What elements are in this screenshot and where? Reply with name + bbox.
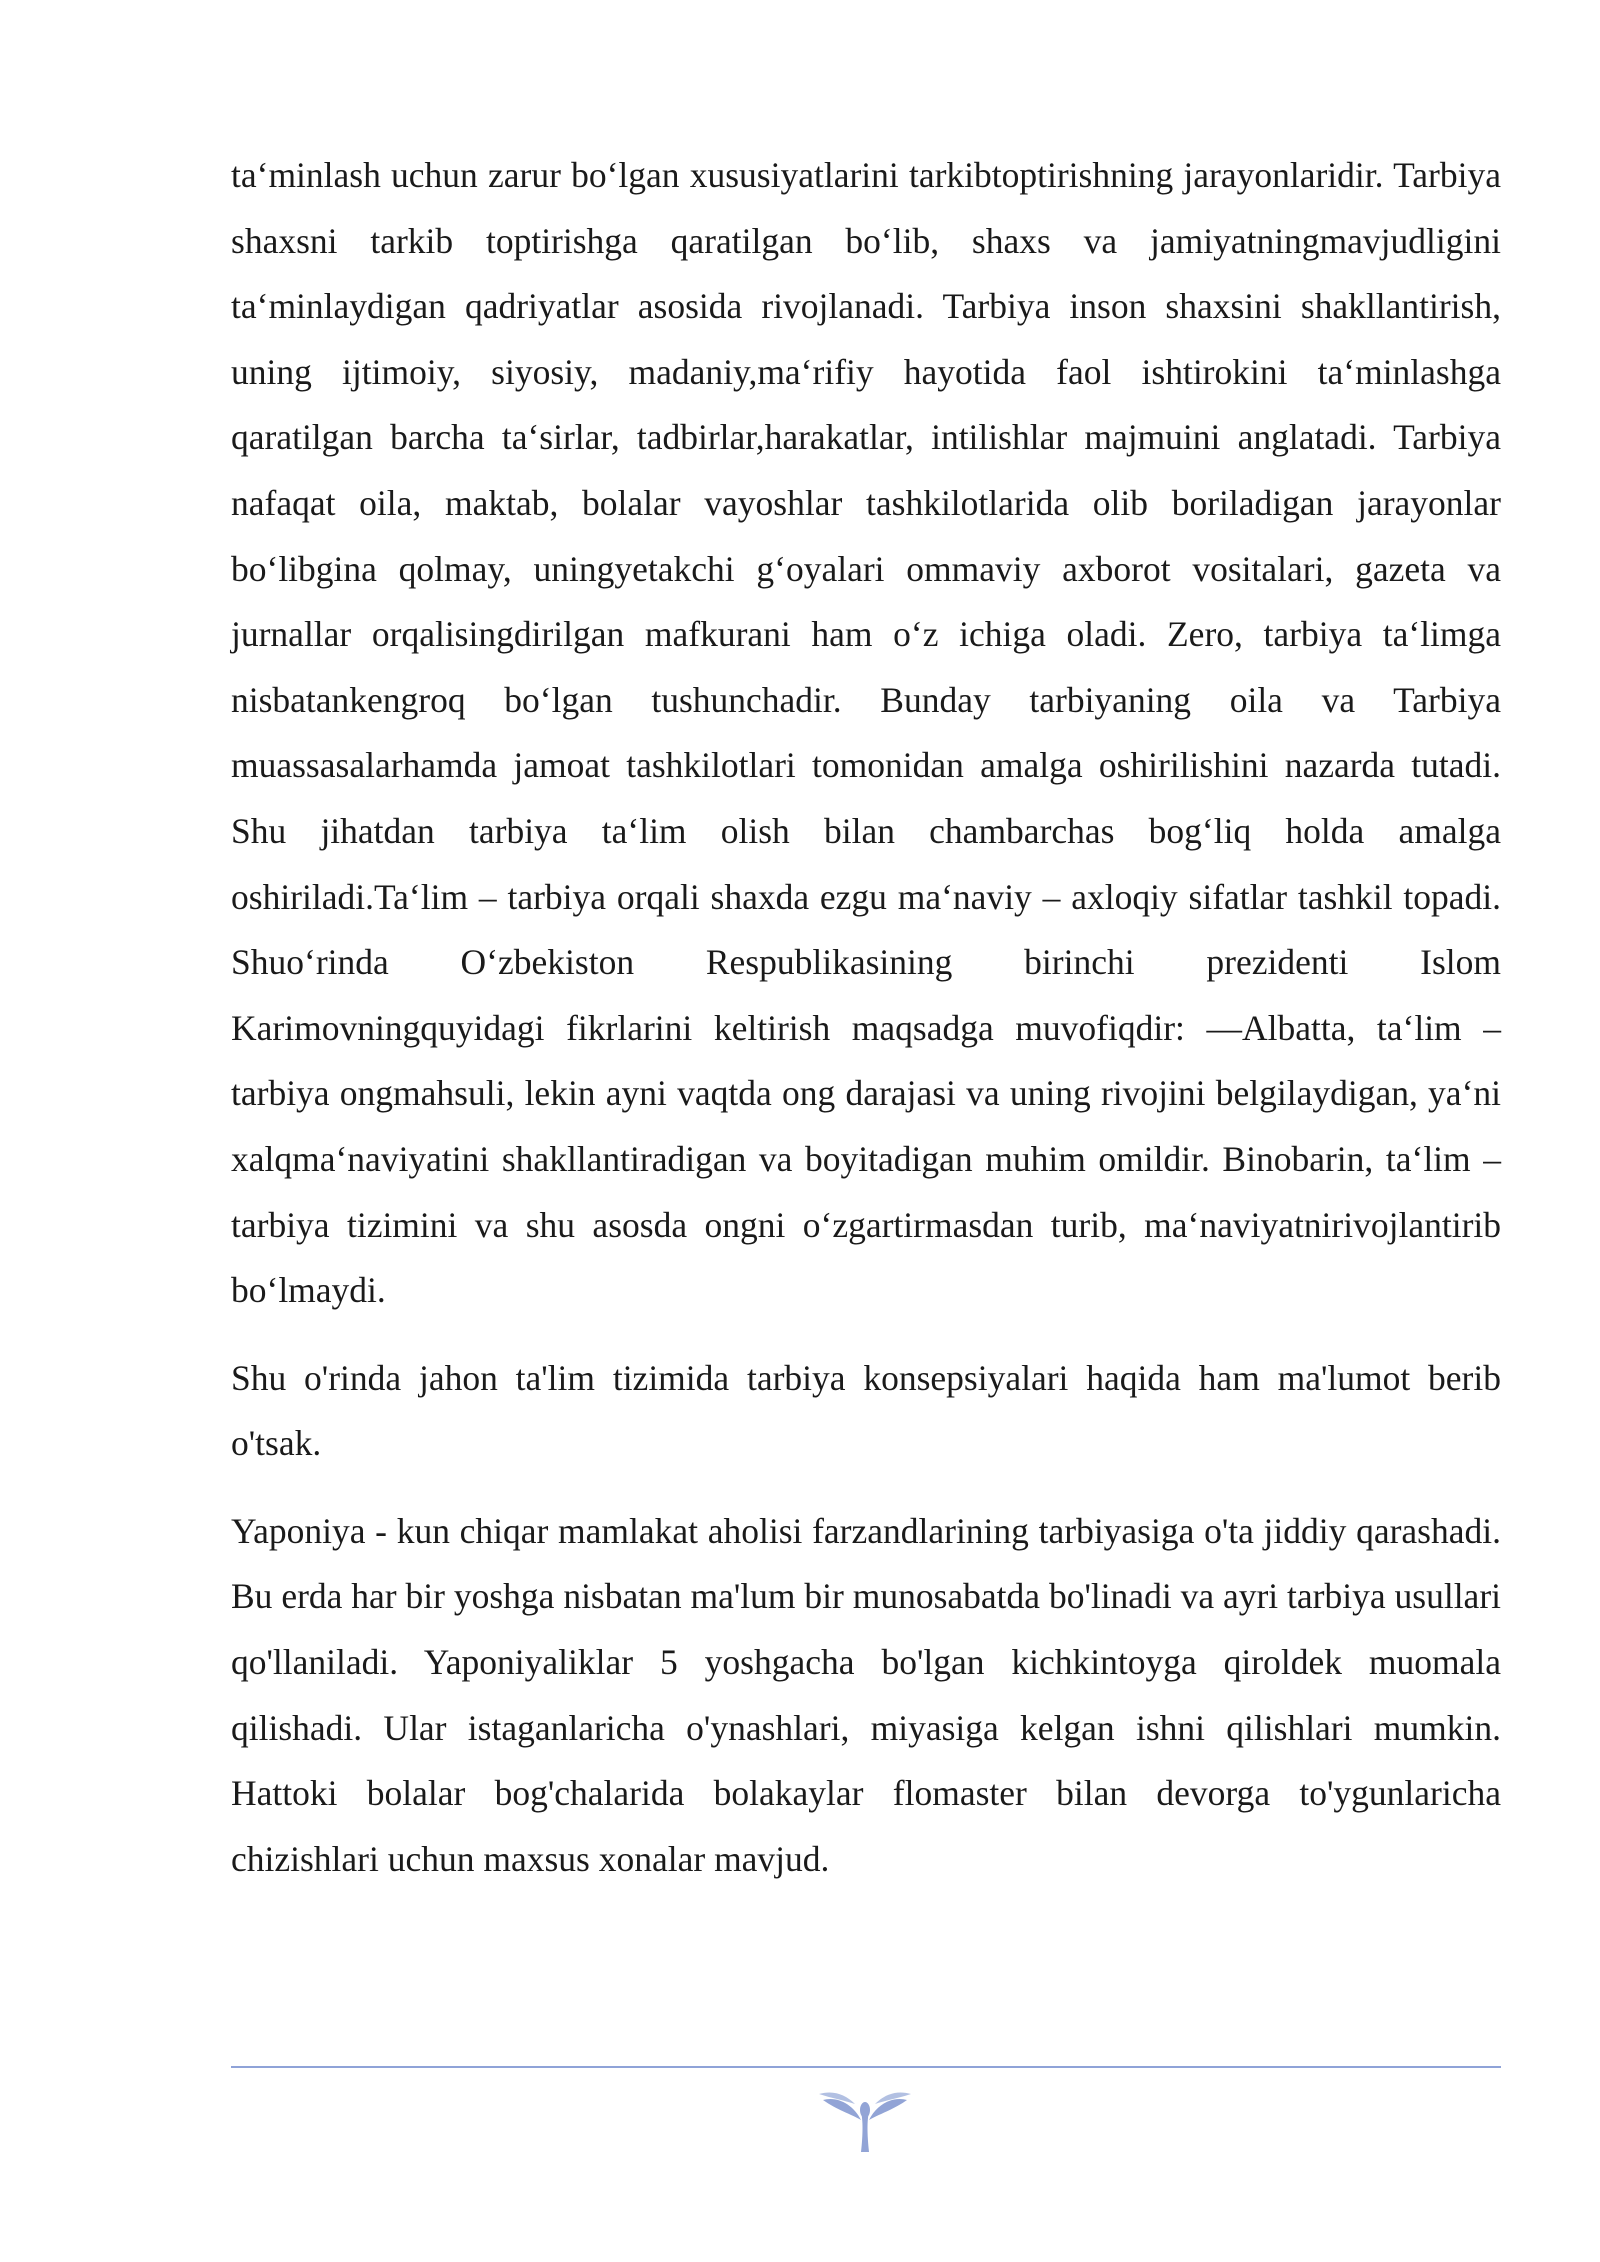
- document-body: [231, 143, 1501, 1892]
- paragraph-3: Yaponiya - kun chiqar mamlakat aholisi farzandlarining tarbiyasiga o'ta jiddiy qarashadi. Bu erda har bir yoshga nisbatan ma'lum bir munosabatda bo'linadi va ayri tarbiya usullari qo'llaniladi. Yaponiyaliklar 5 yoshgacha bo'lgan kichkintoyga qiroldek muomala qilishadi. Ular istaganlaricha o'ynashlari, miyasiga kelgan ishni qilishlari mumkin. Hattoki bolalar bog'chalarida bolakaylar flomaster bilan devorga to'ygunlaricha chizishlari uchun maxsus xonalar mavjud.: [231, 1510, 1501, 1879]
- paragraph-1: ta‘minlash uchun zarur bo‘lgan xususiyatlarini tarkibtoptirishning jarayonlaridir. Tarbiya shaxsni tarkib toptirishga qaratilgan bo‘lib, shaxs va jamiyatningmavjudligini ta‘minlaydigan qadriyatlar asosida rivojlanadi. Tarbiya inson shaxsini shakllantirish, uning ijtimoiy, siyosiy, madaniy,ma‘rifiy hayotida faol ishtirokini ta‘minlashga qaratilgan barcha ta‘sirlar, tadbirlar,harakatlar, intilishlar majmuini anglatadi. Tarbiya nafaqat oila, maktab, bolalar vayoshlar tashkilotlarida olib boriladigan jarayonlar bo‘libgina qolmay, uningyetakchi g‘oyalari ommaviy axborot vositalari, gazeta va jurnallar orqalisingdirilgan mafkurani ham o‘z ichiga oladi. Zero, tarbiya ta‘limga nisbatankengroq bo‘lgan tushunchadir. Bunday tarbiyaning oila va Tarbiya muassasalarhamda jamoat tashkilotlari tomonidan amalga oshirilishini nazarda tutadi. Shu jihatdan tarbiya ta‘lim olish bilan chambarchas bog‘liq holda amalga oshiriladi.Ta‘lim – tarbiya orqali shaxda ezgu ma‘naviy – axloqiy sifatlar tashkil topadi. Shuo‘rinda O‘zbekiston Respublikasining birinchi prezidenti Islom Karimovningquyidagi fikrlarini keltirish maqsadga muvofiqdir: ―Albatta, ta‘lim – tarbiya ongmahsuli, lekin ayni vaqtda ong darajasi va uning rivojini belgilaydigan, ya‘ni xalqma‘naviyatini shakllantiradigan va boyitadigan muhim omildir. Binobarin, ta‘lim – tarbiya tizimini va shu asosda ongni o‘zgartirmasdan turib, ma‘naviyatnirivojlantirib bo‘lmaydi.: [231, 155, 1501, 1311]
- paragraph-2: Shu o'rinda jahon ta'lim tizimida tarbiya konsepsiyalari haqida ham ma'lumot berib o'tsak.: [231, 1357, 1501, 1464]
- footer-divider: [231, 2066, 1501, 2068]
- floral-ornament-icon: [815, 2090, 915, 2160]
